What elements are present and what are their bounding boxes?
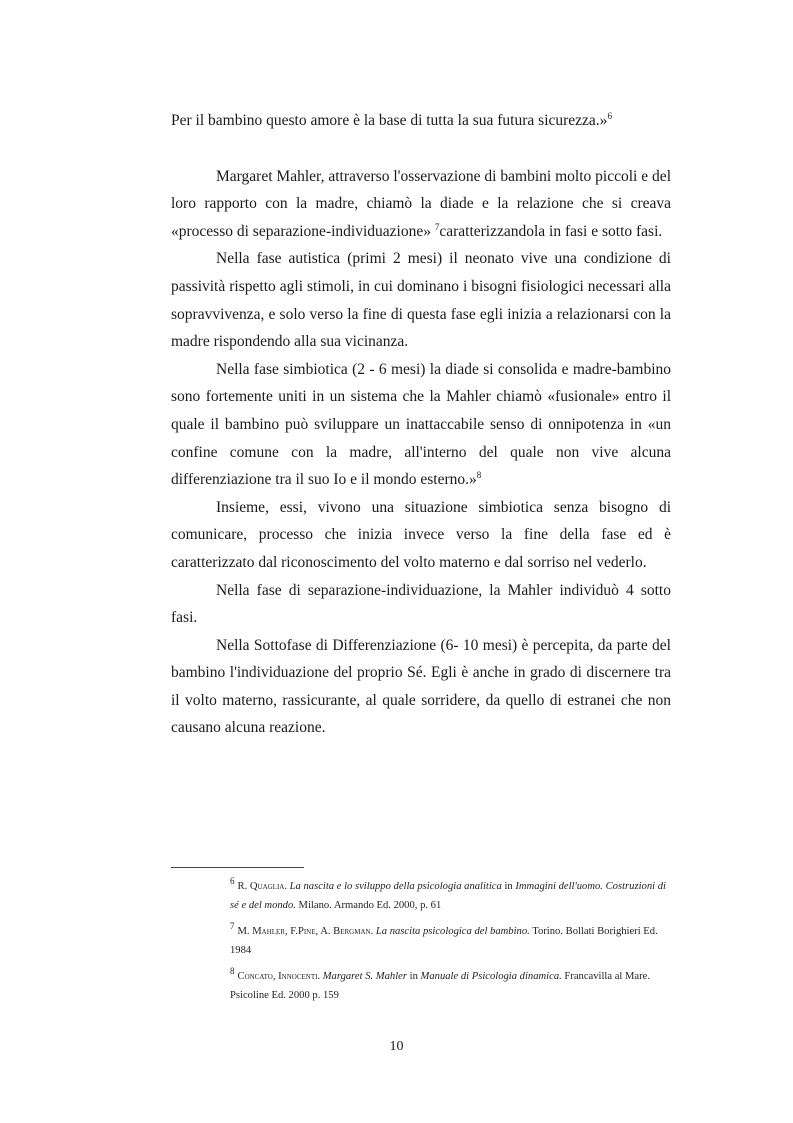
paragraph-5: Insieme, essi, vivono una situazione simbiotica senza bisogno di comunicare, processo che inizia invece verso la fine della fase ed è caratterizzato dal riconoscimento del volto materno e dal sorriso nel vederlo. xyxy=(171,498,671,571)
footnote-8: $^8$ Concato, Innocenti. Margaret S. Mahler in Manuale di Psicologia dinamica. Francavilla al Mare. Psicoline Ed. 2000 p. 159 xyxy=(230,966,651,1001)
footnote-ref-8: 8 xyxy=(476,469,482,480)
page-number: 10 xyxy=(389,1039,404,1054)
paragraph-3: Nella fase autistica (primi 2 mesi) il neonato vive una condizione di passività rispetto agli stimoli, in cui dominano i bisogni fisiologici necessari alla sopravvivenza, e solo verso la fine di questa fase egli inizia a relazionarsi con la madre rispondendo alla sua vicinanza. xyxy=(171,250,671,351)
paragraph-6: Nella fase di separazione-individuazione, la Mahler individuò 4 sotto fasi. xyxy=(171,581,671,627)
paragraph-7: Nella Sottofase di Differenziazione (6- 10 mesi) è percepita, da parte del bambino l'individuazione del proprio Sé. Egli è anche in grado di discernere tra il volto materno, rassicurante, al quale sorridere, da quello di estranei che non causano alcuna reazione. xyxy=(171,636,671,737)
footnotes xyxy=(230,877,670,1012)
paragraph-1: Per il bambino questo amore è la base di tutta la sua futura sicurezza.»$^6$ xyxy=(171,110,612,129)
footnote-7: $^7$ M. Mahler, F.Pine, A. Bergman. La nascita psicologica del bambino. Torino. Bollati Borighieri Ed. 1984 xyxy=(230,921,658,956)
footnote-ref-6: 6 xyxy=(607,110,612,121)
paragraph-2: Margaret Mahler, attraverso l'osservazione di bambini molto piccoli e del loro rapporto con la madre, chiamò la diade e la relazione che si creava «processo di separazione-individuazione» $^7$caratterizzandola in fasi e sotto fasi. xyxy=(171,167,671,240)
body-text xyxy=(171,107,671,742)
footnote-6: $^6$ R. Quaglia. La nascita e lo sviluppo della psicologia analitica in Immagini dell'uomo. Costruzioni di sé e del mondo. Milano. Armando Ed. 2000, p. 61 xyxy=(230,876,666,911)
paragraph-4: Nella fase simbiotica (2 - 6 mesi) la diade si consolida e madre-bambino sono fortemente uniti in un sistema che la Mahler chiamò «fusionale» entro il quale il bambino può sviluppare un inattaccabile senso di onnipotenza in «un confine comune con la madre, all'interno del quale non vive alcuna differenziazione tra il suo Io e il mondo esterno.»$^8$ xyxy=(171,360,671,489)
footnote-separator xyxy=(171,867,304,868)
footnote-ref-7: 7 xyxy=(434,221,440,232)
